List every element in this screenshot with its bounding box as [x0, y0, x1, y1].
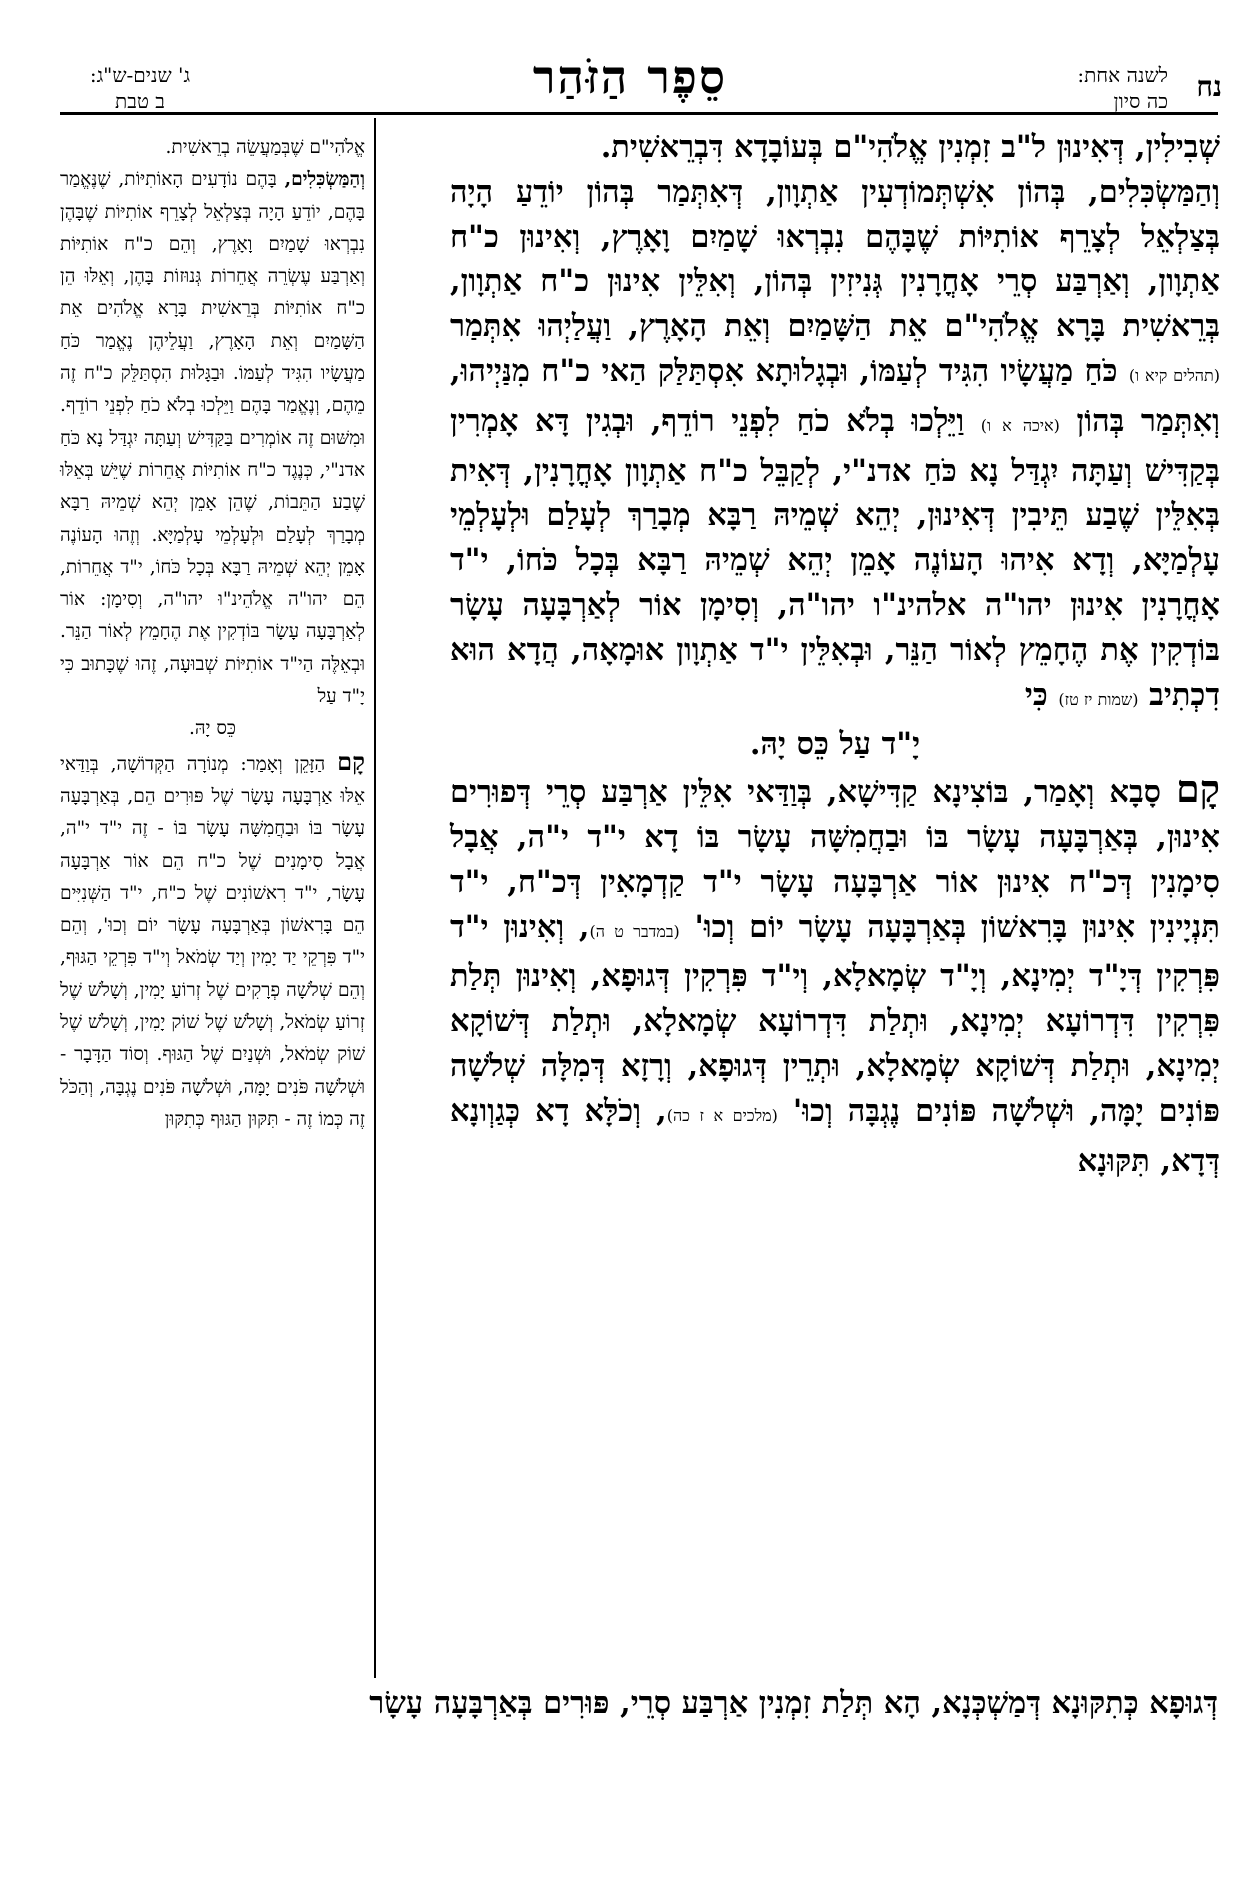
- paragraph-end: [450, 722, 1220, 767]
- text-run: וַיֵּלְכוּ בְלֹא כֹחַ לִפְנֵי רוֹדֵף, וּבְגִין דָּא אָמְרִין בְּקַדִּישׁ וְעַתָּה יִגְדַּל נָא כֹּחַ אדנ"י, לְקַבֵּל כ"ח אַתְוָון אָחֳרָנִין, דְּאִית בְּאִלֵּין שֶׁבַע תֵּיבִין דְּאִינוּן, יְהֵא שְׁמֵיהּ רַבָּא מְבָרַךְ לְעָלַם וּלְעָלְמֵי עָלְמַיָּא, וְדָא אִיהוּ הָעוֹנֶה אָמֵן יְהֵא שְׁמֵיהּ רַבָּא בְּכָל כֹּחוֹ, י"ד אָחֳרָנִין אִינוּן יהו"ה אלהינ"ו יהו"ה, וְסִימָן אוֹר לְאַרְבָּעָה עָשָׂר בּוֹדְקִין אֶת הֶחָמֵץ לְאוֹר הַנֵּר, וּבְאִלֵּין י"ד אַתְוָון אוּמָאָה, הֲדָא הוּא דִכְתִיב: [450, 402, 1220, 713]
- paragraph: [60, 164, 365, 713]
- lead-word: קָם: [337, 746, 365, 776]
- source-citation: (במדבר ט ה): [589, 921, 680, 941]
- text-run: בָּהֶם נוֹדָעִים הָאוֹתִיּוֹת, שֶׁנֶּאֱמַר בָּהֶם, יוֹדֵעַ הָיָה בְּצַלְאֵל לְצָרֵף אוֹתִיּוֹת שֶׁבָּהֶן נִבְרְאוּ שָׁמַיִם וָאָרֶץ, וְהֵם כ"ח אוֹתִיּוֹת וְאַרְבַּע עֶשְׂרֵה אֲחֵרוֹת גְּנוּזוֹת בָּהֶן, וְאֵלּוּ הֵן כ"ח אוֹתִיּוֹת בְּרֵאשִׁית בָּרָא אֱלֹהִים אֵת הַשָּׁמַיִם וְאֵת הָאָרֶץ, וַעֲלֵיהֶן נֶאֱמַר כֹּחַ מַעֲשָׂיו הִגִּיד לְעַמּוֹ. וּבַגָּלוּת הִסְתַּלֵּק כ"ח זֶה מֵהֶם, וְנֶאֱמַר בָּהֶם וַיֵּלְכוּ בְלֹא כֹחַ לִפְנֵי רוֹדֵף. וּמִשּׁוּם זֶה אוֹמְרִים בַּקַּדִּישׁ וְעַתָּה יִגְדַּל נָא כֹּחַ אדנ"י, כְּנֶגֶד כ"ח אוֹתִיּוֹת אֲחֵרוֹת שֶׁיֵּשׁ בְּאֵלּוּ שֶׁבַע הַתֵּבוֹת, שֶׁהֵן אָמֵן יְהֵא שְׁמֵיהּ רַבָּא מְבָרַךְ לְעָלַם וּלְעָלְמֵי עָלְמַיָּא. וְזֶהוּ הָעוֹנֶה אָמֵן יְהֵא שְׁמֵיהּ רַבָּא בְּכָל כֹּחוֹ, י"ד אֲחֵרוֹת, הֵם יהו"ה אֱלֹהֵינ"וּ יהו"ה, וְסִימָן: אוֹר לְאַרְבָּעָה עָשָׂר בּוֹדְקִין אֶת הֶחָמֵץ לְאוֹר הַנֵּר. וּבְאֵלֶּה הַי"ד אוֹתִיּוֹת שְׁבוּעָה, זֶהוּ שֶׁכָּתוּב כִּי יָ"ד עַל: [60, 169, 365, 708]
- source-citation: (מלכים א ז כה): [666, 1105, 778, 1125]
- hebrew-translation-column: [60, 132, 365, 1136]
- paragraph: [60, 132, 365, 164]
- page-number: נח: [1196, 70, 1222, 103]
- lead-word: וְהַמַּשְׂכִּלִים,: [284, 169, 365, 191]
- text-run: , וְאִינוּן י"ד פִּרְקִין דְּיָ"ד יְמִינָא, וְיָ"ד שְׂמָאלָא, וְי"ד פִּרְקִין דְּגוּפָא, וְאִינוּן תְּלַת פִּרְקִין דִּדְרוֹעָא יְמִינָא, וּתְלַת דִּדְרוֹעָא שְׂמָאלָא, וּתְלַת דְּשׁוֹקָא יְמִינָא, וּתְלַת דְּשׁוֹקָא שְׂמָאלָא, וּתְרֵין דְּגוּפָא, וְרָזָא דְּמִלָּה שְׁלֹשָׁה פּוֹנִים יָמָּה, וּשְׁלֹשָׁה פּוֹנִים נֶגְבָּה וְכוּ': [450, 908, 1220, 1129]
- text-run: אֱלֹהִי"ם שֶׁבְּמַעֲשֵׂה בְרֵאשִׁית.: [165, 137, 365, 158]
- bottom-full-width-line: [60, 1680, 1218, 1726]
- text-run: כֵּס יָהּ.: [188, 718, 237, 740]
- source-citation: (תהלים קיא ו): [1128, 365, 1221, 385]
- text-run: שְׁבִילִין, דְּאִינוּן ל"ב זִמְנִין אֱלֹהִי"ם בְּעוֹבָדָא דִּבְרֵאשִׁית.: [600, 129, 1220, 165]
- study-schedule-three-years: [60, 62, 220, 114]
- schedule-date: ב טבת: [115, 89, 165, 113]
- opening-word: קָם: [1175, 766, 1221, 812]
- text-run: סָבָא וְאָמַר, בּוֹצִינָא קַדִּישָׁא, בְּוַדַּאי אִלֵּין אַרְבַּע סְרֵי דְּפוּרִים אִינוּן, בְּאַרְבָּעָה עָשָׂר בּוֹ וּבַחֲמִשָּׁה עָשָׂר בּוֹ דָא י"ד י"ה, אֲבָל סִימָנִין דְּכ"ח אִינוּן אוֹר אַרְבָּעָה עָשָׂר י"ד קַדְמָאִין דְּכ"ח, י"ד תִּנְיָינִין אִינוּן בָּרִאשׁוֹן בְּאַרְבָּעָה עָשָׂר יוֹם וְכוּ': [450, 774, 1220, 945]
- paragraph: [450, 125, 1220, 170]
- schedule-date: כה סיון: [1113, 89, 1168, 113]
- paragraph: [450, 170, 1220, 723]
- source-citation: (שמות יז טז): [1058, 689, 1139, 709]
- paragraph: [60, 746, 365, 1137]
- main-aramaic-text: [450, 125, 1220, 1183]
- text-run: כֹּחַ מַעֲשָׂיו הִגִּיד לְעַמּוֹ, וּבְגָלוּתָא אִסְתַּלַּק הַאי כ"ח מִנַּיְיהוּ, וְאִתְּמַר בְּהוֹן: [450, 352, 1220, 439]
- schedule-label: ג' שנים-ש"ג:: [89, 63, 191, 87]
- paragraph: [450, 767, 1220, 1183]
- text-run: , וְכֹלָּא דָא כְּגַוְונָא דְּדָא, תִּקּוּנָא: [450, 1092, 1220, 1179]
- text-run: כִּי: [1024, 676, 1048, 713]
- schedule-label: לשנה אחת:: [1077, 63, 1168, 87]
- text-run: הַזָּקֵן וְאָמַר: מְנוֹרָה הַקְּדוֹשָׁה, בְּוַדַּאי אֵלּוּ אַרְבָּעָה עָשָׂר שֶׁל פּוּרִים הֵם, בְּאַרְבָּעָה עָשָׂר בּוֹ וּבַחֲמִשָּׁה עָשָׂר בּוֹ - זֶה י"ד י"ה, אֲבָל סִימָנִים שֶׁל כ"ח הֵם אוֹר אַרְבָּעָה עָשָׂר, י"ד רִאשׁוֹנִים שֶׁל כ"ח, י"ד הַשְּׁנִיִּים הֵם בָּרִאשׁוֹן בְּאַרְבָּעָה עָשָׂר יוֹם וְכוּ', וְהֵם י"ד פִּרְקֵי יַד יָמִין וְיַד שְׂמֹאל וְי"ד פִּרְקֵי הַגּוּף, וְהֵם שְׁלֹשָׁה פְרָקִים שֶׁל זְרוֹעַ יָמִין, וְשָׁלֹשׁ שֶׁל זְרוֹעַ שְׂמֹאל, וְשָׁלֹשׁ שֶׁל שׁוֹק יָמִין, וְשָׁלֹשׁ שֶׁל שׁוֹק שְׂמֹאל, וּשְׁנַיִם שֶׁל הַגּוּף. וְסוֹד הַדָּבָר - וּשְׁלֹשָׁה פֹּנִים יָמָּה, וּשְׁלֹשָׁה פֹּנִים נֶגְבָּה, וְהַכֹּל זֶה כְּמוֹ זֶה - תִּקּוּן הַגּוּף כְּתִקּוּן: [60, 753, 365, 1130]
- column-divider: [374, 118, 376, 1678]
- text-run: וְהַמַּשְׂכִּלִים, בְּהוֹן אִשְׁתְּמוֹדְעִין אַתְוָון, דְּאִתְּמַר בְּהוֹן יוֹדֵעַ הָיָה בְּצַלְאֵל לְצָרֵף אוֹתִיּוֹת שֶׁבָּהֶם נִבְרְאוּ שָׁמַיִם וָאָרֶץ, וְאִינוּן כ"ח אַתְוָון, וְאַרְבַּע סְרֵי אָחֳרָנִין גְּנִיזִין בְּהוֹן, וְאִלֵּין אִינוּן כ"ח אַתְוָון, בְּרֵאשִׁית בָּרָא אֱלֹהִי"ם אֵת הַשָּׁמַיִם וְאֵת הָאָרֶץ, וַעֲלַיְהוּ אִתְּמַר: [450, 173, 1220, 345]
- header-divider: [60, 112, 1218, 115]
- source-citation: (איכה א ו): [980, 415, 1060, 435]
- page-header: [0, 0, 1260, 130]
- text-run: דְּגוּפָא כְּתִקּוּנָא דְּמַשְׁכְּנָא, הָא תְּלַת זִמְנִין אַרְבַּע סְרֵי, פּוּרִים בְּאַרְבָּעָה עָשָׂר: [369, 1685, 1218, 1721]
- paragraph-end: [60, 713, 365, 745]
- text-run: יָ"ד עַל כֵּס יָהּ.: [749, 726, 921, 763]
- book-title: סֵפֶר הַזֹּהַר: [532, 50, 728, 104]
